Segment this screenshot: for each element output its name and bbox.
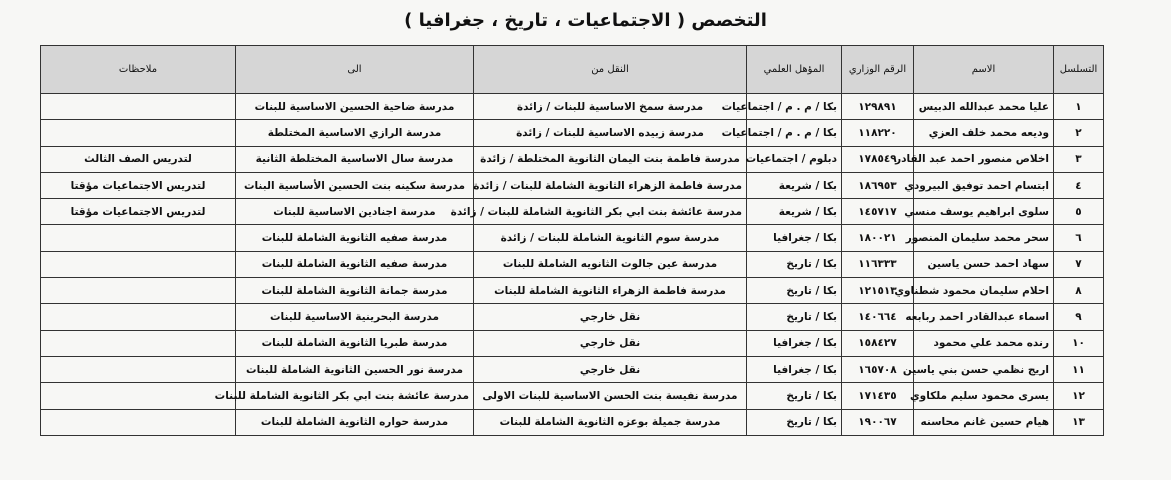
cell-ministry-number: ١٧١٤٣٥	[842, 383, 914, 409]
cell-name: اسماء عبدالقادر احمد ربابعه	[914, 304, 1054, 330]
cell-ministry-number: ١٤٠٦٦٤	[842, 304, 914, 330]
cell-serial: ١٠	[1054, 330, 1104, 356]
cell-transfer-to: مدرسة ضاحية الحسين الاساسية للبنات	[236, 94, 474, 120]
cell-transfer-from: مدرسة زبيده الاساسية للبنات / زائدة	[474, 120, 747, 146]
cell-qualification: بكا / تاريخ	[747, 251, 842, 277]
cell-transfer-to: مدرسة اجنادين الاساسية للبنات	[236, 199, 474, 225]
cell-serial: ٥	[1054, 199, 1104, 225]
table-row	[41, 94, 1104, 120]
cell-ministry-number: ١٤٥٧١٧	[842, 199, 914, 225]
table-row	[41, 356, 1104, 382]
header-name: الاسم	[914, 46, 1054, 94]
cell-transfer-to: مدرسة الرازي الاساسية المختلطة	[236, 120, 474, 146]
cell-ministry-number: ١٢١٥١٣	[842, 278, 914, 304]
cell-serial: ٨	[1054, 278, 1104, 304]
cell-qualification: بكا / شريعة	[747, 172, 842, 198]
cell-notes	[41, 120, 236, 146]
cell-qualification: بكا / م . م / اجتماعيات	[747, 94, 842, 120]
header-notes: ملاحظات	[41, 46, 236, 94]
table-row	[41, 146, 1104, 172]
table-row	[41, 383, 1104, 409]
cell-ministry-number: ١١٦٣٣٣	[842, 251, 914, 277]
cell-transfer-from: مدرسة نفيسة بنت الحسن الاساسية للبنات الاولى	[474, 383, 747, 409]
table-row	[41, 251, 1104, 277]
cell-qualification: بكا / تاريخ	[747, 304, 842, 330]
table-row	[41, 409, 1104, 435]
cell-ministry-number: ١٧٨٥٤٩	[842, 146, 914, 172]
cell-notes: لتدريس الاجتماعيات مؤقتا	[41, 172, 236, 198]
cell-transfer-to: مدرسة البحرينية الاساسية للبنات	[236, 304, 474, 330]
cell-ministry-number: ١٥٨٤٢٧	[842, 330, 914, 356]
cell-notes	[41, 304, 236, 330]
cell-transfer-from: مدرسة سمخ الاساسية للبنات / زائدة	[474, 94, 747, 120]
cell-qualification: بكا / جغرافيا	[747, 356, 842, 382]
cell-name: سهاد احمد حسن ياسين	[914, 251, 1054, 277]
table-row	[41, 330, 1104, 356]
cell-notes	[41, 356, 236, 382]
cell-ministry-number: ١٢٩٨٩١	[842, 94, 914, 120]
cell-transfer-to: مدرسة سكينه بنت الحسين الأساسية البنات	[236, 172, 474, 198]
page-title: التخصص ( الاجتماعيات ، تاريخ ، جغرافيا )	[404, 10, 767, 31]
cell-notes	[41, 94, 236, 120]
cell-notes	[41, 278, 236, 304]
cell-name: ابتسام احمد توفيق البيرودي	[914, 172, 1054, 198]
cell-transfer-from: مدرسة جميلة بوعزه الثانوية الشاملة للبنات	[474, 409, 747, 435]
cell-name: هيام حسين غانم محاسنه	[914, 409, 1054, 435]
cell-transfer-from: مدرسة عين جالوت الثانويه الشاملة للبنات	[474, 251, 747, 277]
cell-transfer-from: مدرسة فاطمة بنت اليمان الثانوية المختلطة / زائدة	[474, 146, 747, 172]
cell-notes	[41, 251, 236, 277]
cell-transfer-to: مدرسة عائشة بنت ابي بكر الثانوية الشاملة للبنات	[236, 383, 474, 409]
cell-serial: ٣	[1054, 146, 1104, 172]
cell-transfer-from: مدرسة فاطمة الزهراء الثانوية الشاملة للبنات	[474, 278, 747, 304]
cell-serial: ٢	[1054, 120, 1104, 146]
cell-qualification: بكا / شريعة	[747, 199, 842, 225]
header-ministry-number: الرقم الوزاري	[842, 46, 914, 94]
cell-name: وديعه محمد خلف العزي	[914, 120, 1054, 146]
cell-name: عليا محمد عبدالله الدبيس	[914, 94, 1054, 120]
cell-notes	[41, 409, 236, 435]
transfer-table	[40, 45, 1104, 436]
cell-transfer-to: مدرسة جمانة الثانوية الشاملة للبنات	[236, 278, 474, 304]
cell-qualification: بكا / م . م / اجتماعيات	[747, 120, 842, 146]
cell-qualification: بكا / تاريخ	[747, 409, 842, 435]
cell-notes	[41, 330, 236, 356]
cell-serial: ١	[1054, 94, 1104, 120]
cell-ministry-number: ١٨٠٠٢١	[842, 225, 914, 251]
cell-serial: ١٢	[1054, 383, 1104, 409]
cell-notes	[41, 225, 236, 251]
cell-name: اخلاص منصور احمد عبد القادر	[914, 146, 1054, 172]
cell-transfer-from: مدرسة سوم الثانوية الشاملة للبنات / زائدة	[474, 225, 747, 251]
header-row	[41, 46, 1104, 94]
cell-ministry-number: ١٦٥٧٠٨	[842, 356, 914, 382]
cell-transfer-from: مدرسة فاطمة الزهراء الثانوية الشاملة للبنات / زائدة	[474, 172, 747, 198]
cell-name: اريج نظمي حسن بني ياسين	[914, 356, 1054, 382]
table-row	[41, 225, 1104, 251]
cell-name: احلام سليمان محمود شطناوي	[914, 278, 1054, 304]
table-body	[41, 94, 1104, 436]
table-row	[41, 199, 1104, 225]
cell-qualification: دبلوم / اجتماعيات	[747, 146, 842, 172]
table-row	[41, 172, 1104, 198]
cell-transfer-from: نقل خارجي	[474, 304, 747, 330]
cell-name: سحر محمد سليمان المنصور	[914, 225, 1054, 251]
header-transfer-to: الى	[236, 46, 474, 94]
cell-qualification: بكا / تاريخ	[747, 383, 842, 409]
header-qualification: المؤهل العلمي	[747, 46, 842, 94]
cell-serial: ٩	[1054, 304, 1104, 330]
cell-transfer-to: مدرسة صفيه الثانوية الشاملة للبنات	[236, 251, 474, 277]
cell-qualification: بكا / تاريخ	[747, 278, 842, 304]
cell-qualification: بكا / جغرافيا	[747, 225, 842, 251]
cell-serial: ١٣	[1054, 409, 1104, 435]
cell-transfer-to: مدرسة طبريا الثانوية الشاملة للبنات	[236, 330, 474, 356]
cell-notes: لتدريس الاجتماعيات مؤقتا	[41, 199, 236, 225]
cell-serial: ١١	[1054, 356, 1104, 382]
cell-transfer-from: مدرسة عائشة بنت ابي بكر الثانوية الشاملة للبنات / زائدة	[474, 199, 747, 225]
cell-serial: ٧	[1054, 251, 1104, 277]
cell-ministry-number: ١٩٠٠٦٧	[842, 409, 914, 435]
cell-transfer-to: مدرسة نور الحسين الثانوية الشاملة للبنات	[236, 356, 474, 382]
cell-name: رنده محمد علي محمود	[914, 330, 1054, 356]
table-row	[41, 278, 1104, 304]
header-serial: التسلسل	[1054, 46, 1104, 94]
cell-serial: ٦	[1054, 225, 1104, 251]
cell-name: يسرى محمود سليم ملكاوي	[914, 383, 1054, 409]
cell-notes: لتدريس الصف الثالث	[41, 146, 236, 172]
cell-transfer-from: نقل خارجي	[474, 356, 747, 382]
header-transfer-from: النقل من	[474, 46, 747, 94]
cell-transfer-from: نقل خارجي	[474, 330, 747, 356]
cell-transfer-to: مدرسة حواره الثانوية الشاملة للبنات	[236, 409, 474, 435]
cell-qualification: بكا / جغرافيا	[747, 330, 842, 356]
table-row	[41, 120, 1104, 146]
table-row	[41, 304, 1104, 330]
cell-transfer-to: مدرسة صفيه الثانوية الشاملة للبنات	[236, 225, 474, 251]
cell-serial: ٤	[1054, 172, 1104, 198]
cell-name: سلوى ابراهيم يوسف منسي	[914, 199, 1054, 225]
cell-ministry-number: ١١٨٢٢٠	[842, 120, 914, 146]
cell-transfer-to: مدرسة سال الاساسية المختلطة الثانية	[236, 146, 474, 172]
cell-notes	[41, 383, 236, 409]
cell-ministry-number: ١٨٦٩٥٣	[842, 172, 914, 198]
